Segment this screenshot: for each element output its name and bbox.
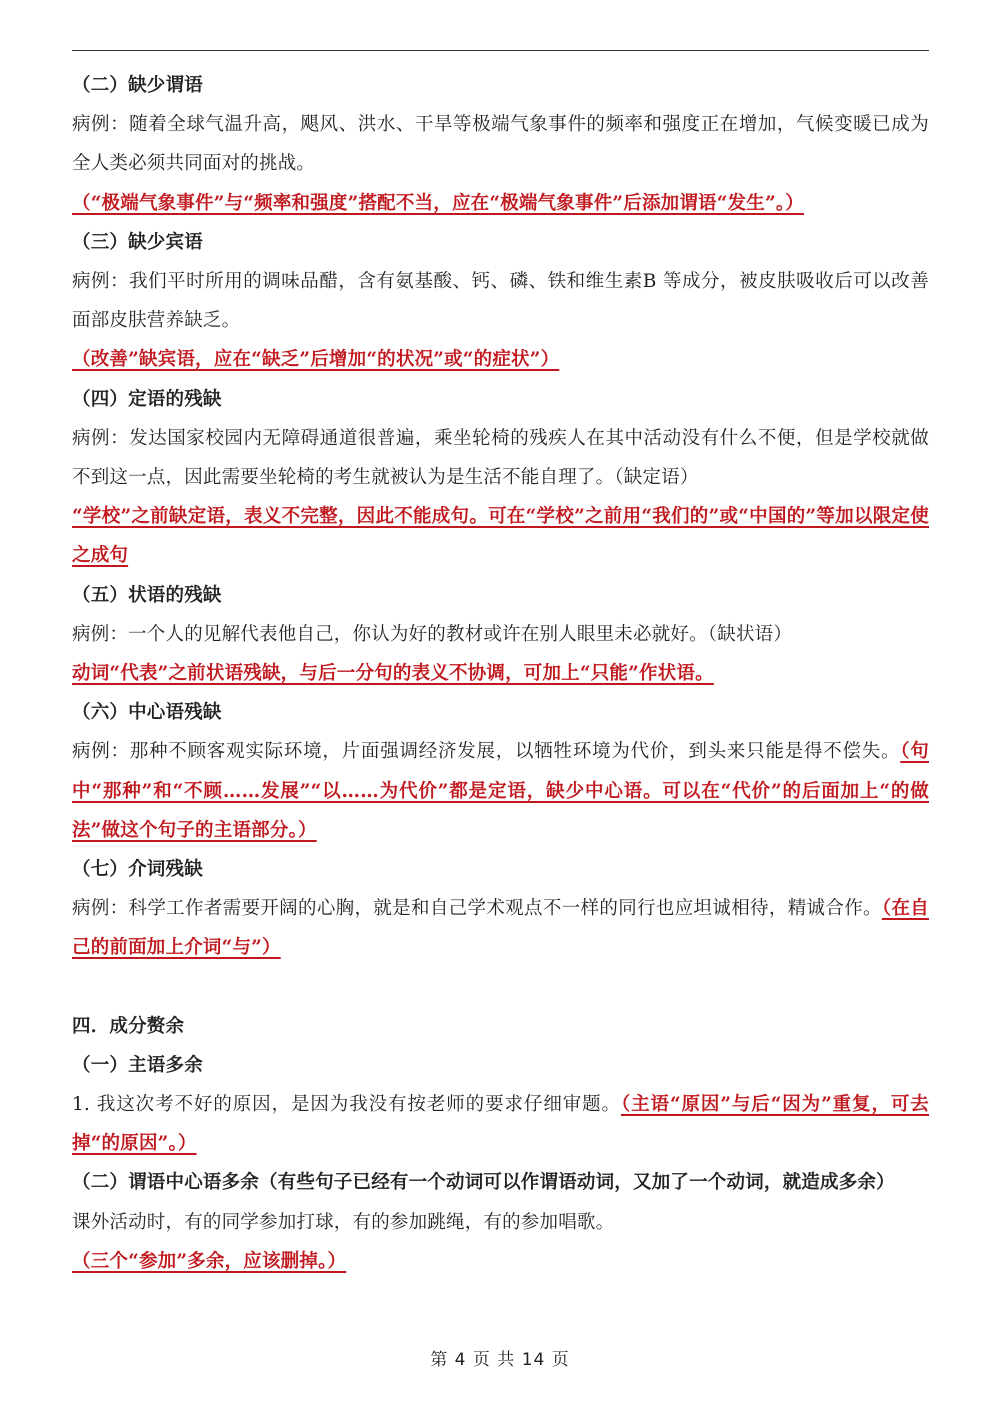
example-missing-predicate: 病例：随着全球气温升高，飓风、洪水、干旱等极端气象事件的频率和强度正在增加，气候变暖已成为全人类必须共同面对的挑战。 <box>72 114 929 175</box>
note-missing-adverbial: 动词“代表”之前状语残缺，与后一分句的表义不协调，可加上“只能”作状语。 <box>72 663 714 685</box>
example-missing-preposition-paragraph <box>72 889 929 967</box>
part-heading-redundant-components: 四．成分赘余 <box>72 1015 185 1037</box>
example-missing-head-paragraph <box>72 732 929 850</box>
example-missing-attributive: 病例：发达国家校园内无障碍通道很普遍，乘坐轮椅的残疾人在其中活动没有什么不便，但是学校就做不到这一点，因此需要坐轮椅的考生就被认为是生活不能自理了。（缺定语） <box>72 427 929 489</box>
note-missing-head: （句中“那种”和“不顾……发展”“以……为代价”都是定语，缺少中心语。可以在“代价”的后面加上“的做法”做这个句子的主语部分。） <box>72 741 929 841</box>
note-missing-preposition: （在自己的前面加上介词“与”） <box>72 898 929 959</box>
example-missing-adverbial: 病例：一个人的见解代表他自己，你认为好的教材或许在别人眼里未必就好。（缺状语） <box>72 623 793 645</box>
note-redundant-subject: （主语“原因”与后“因为”重复，可去掉“的原因”。） <box>72 1094 929 1155</box>
page-number: 第 4 页 共 14 页 <box>430 1350 570 1370</box>
section-gap <box>72 968 929 1007</box>
note-missing-predicate: （“极端气象事件”与“频率和强度”搭配不当，应在“极端气象事件”后添加谓语“发生”。） <box>72 192 804 214</box>
example-redundant-predicate: 课外活动时，有的同学参加打球，有的参加跳绳，有的参加唱歌。 <box>72 1211 615 1233</box>
note-missing-attributive: “学校”之前缺定语，表义不完整，因此不能成句。可在“学校”之前用“我们的”或“中国的”等加以限定使之成句 <box>72 506 929 567</box>
example-redundant-subject-paragraph <box>72 1085 929 1163</box>
section-heading-missing-object: （三）缺少宾语 <box>72 231 203 253</box>
note-missing-object: （改善”缺宾语，应在“缺乏”后增加“的状况”或“的症状”） <box>72 349 560 371</box>
header-rule <box>72 50 929 51</box>
section-heading-missing-adverbial: （五）状语的残缺 <box>72 584 222 606</box>
example-missing-object: 病例：我们平时所用的调味品醋，含有氨基酸、钙、磷、铁和维生素B 等成分，被皮肤吸收后可以改善面部皮肤营养缺乏。 <box>72 271 929 332</box>
example-missing-head: 病例：那种不顾客观实际环境，片面强调经济发展，以牺牲环境为代价，到头来只能是得不偿失。 <box>72 741 901 763</box>
page-content <box>72 66 929 1281</box>
note-redundant-predicate: （三个“参加”多余，应该删掉。） <box>72 1250 347 1272</box>
section-heading-missing-predicate: （二）缺少谓语 <box>72 75 203 96</box>
section-heading-redundant-subject: （一）主语多余 <box>72 1054 203 1076</box>
section-heading-missing-attributive: （四）定语的残缺 <box>72 388 222 410</box>
section-heading-missing-head: （六）中心语残缺 <box>72 702 222 724</box>
example-redundant-subject: 1. 我这次考不好的原因，是因为我没有按老师的要求仔细审题。 <box>72 1094 621 1116</box>
example-missing-preposition: 病例：科学工作者需要开阔的心胸，就是和自己学术观点不一样的同行也应坦诚相待，精诚合作。 <box>72 898 882 920</box>
section-heading-missing-preposition: （七）介词残缺 <box>72 859 203 881</box>
section-heading-redundant-predicate: （二）谓语中心语多余（有些句子已经有一个动词可以作谓语动词，又加了一个动词，就造成多余） <box>72 1172 895 1194</box>
